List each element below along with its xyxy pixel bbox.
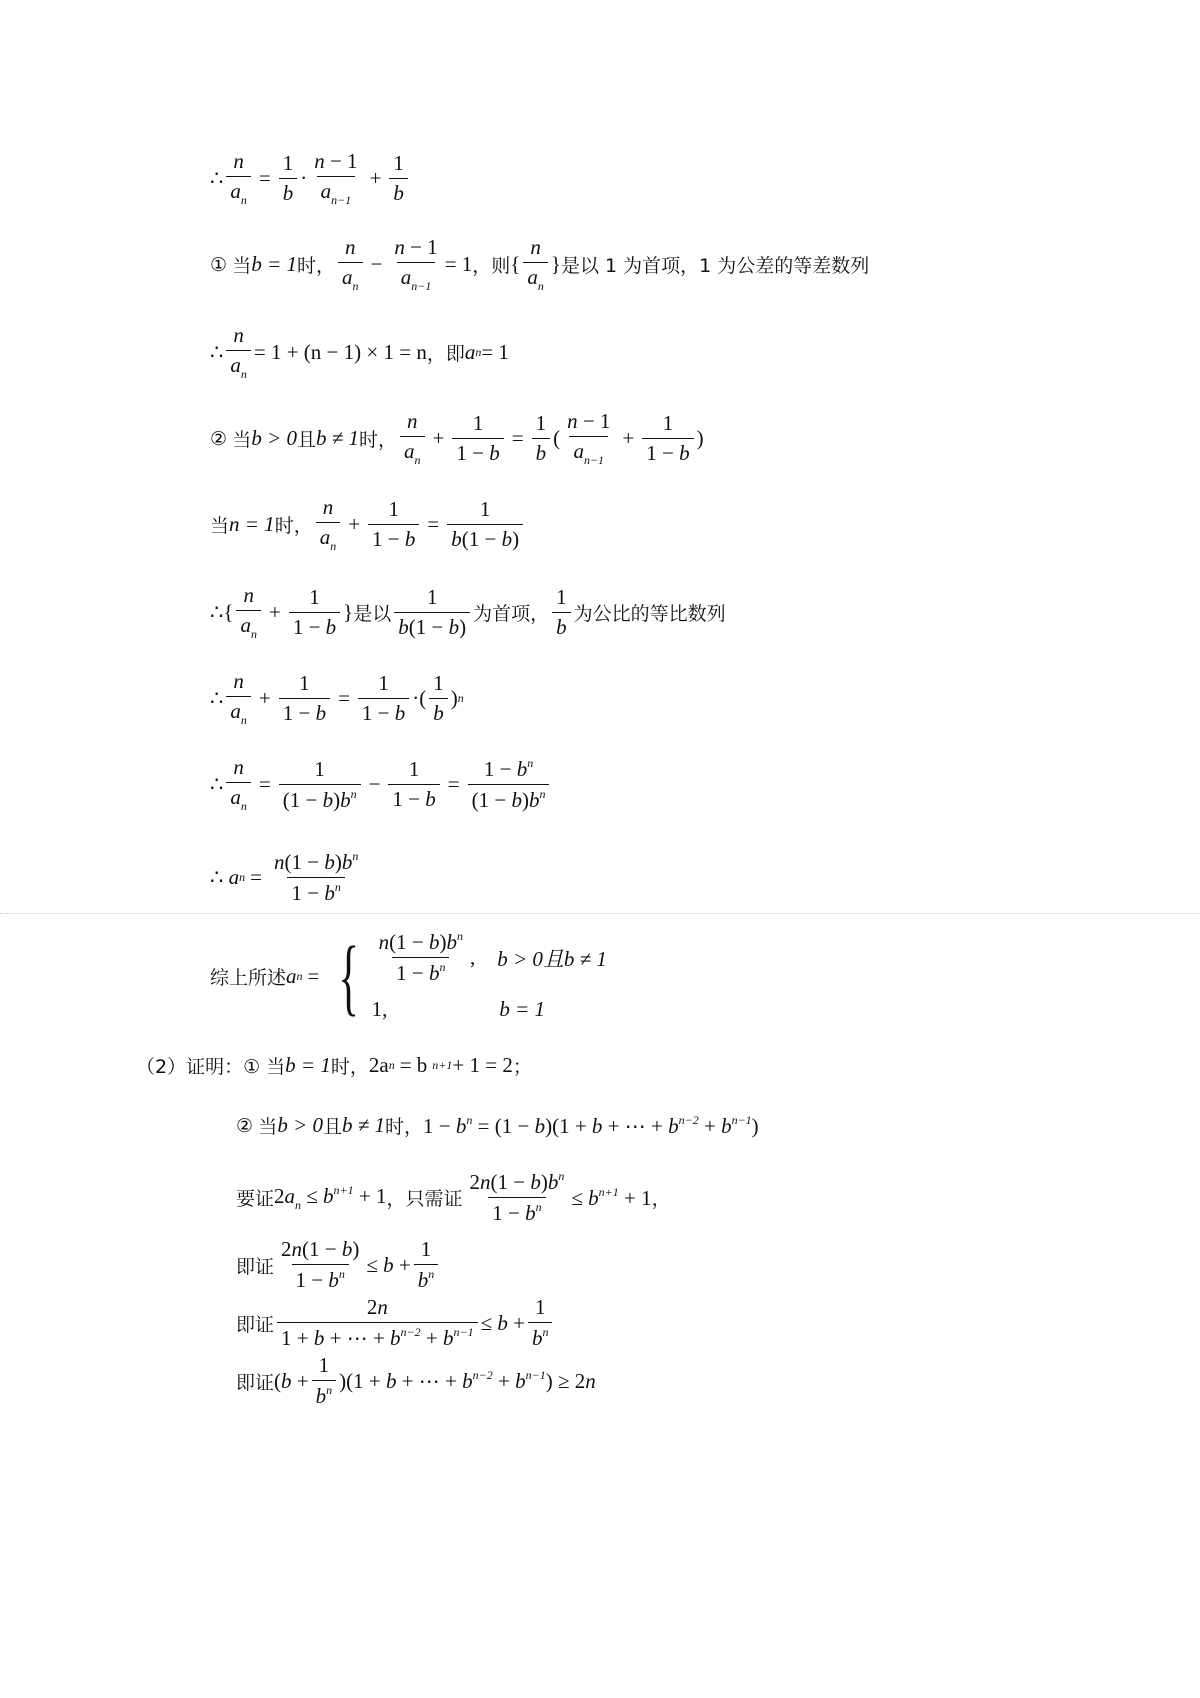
line-4: ② 当 b > 0 且 b ≠ 1 时， $\frac{n}{a_n}$ + $\frac{1}{1 - b}$ = $\frac{1}{b}$ ( $\frac{n - 1}{a_{n-1}}$ + $\frac{1}{1 - b}$ ): [210, 409, 704, 468]
line-6: ∴ { $\frac{n}{a_n}$ + $\frac{1}{1 - b}$ } 是以 $\frac{1}{b(1 - b)}$ 为首项， $\frac{1}{b}$ 为公比的等比数列: [210, 583, 726, 642]
fraction: $\frac{1}{b}$: [389, 152, 408, 205]
line-16: 即证 (b + $\frac{1}{b^n}$ )(1 + b + ⋯ + $b^{n-2} + b^{n-1}) \ge 2n$: [236, 1353, 596, 1409]
line-2: ① 当 b = 1 时， $\frac{n}{a_n}$ − $\frac{n - 1}{a_{n-1}}$ = 1 ，则 { $\frac{n}{a_n}$ } 是以 1 为首项，1 为公差的等差数列: [210, 235, 870, 294]
line-7: ∴ $\frac{n}{a_n}$ + $\frac{1}{1 - b}$ = $\frac{1}{1 - b}$ · ( $\frac{1}{b}$ ) n: [210, 669, 464, 728]
line-5: 当 n = 1 时， $\frac{n}{a_n}$ + $\frac{1}{1 - b}$ = $\frac{1}{b(1 - b)}$: [210, 496, 526, 553]
line-12: ② 当 b > 0 且 b ≠ 1 时， $1 - b^n = (1 - b)(1 + b$ + ⋯ + $b^{n-2} + b^{n-1}$): [236, 1112, 759, 1138]
fraction: $\frac{n}{a_n}$: [226, 150, 251, 207]
line-9: ∴ a n = $\frac{n(1 - b)b^n}{1 - b^n}$: [210, 849, 359, 906]
line-13: 要证 $2a_n \le b^{n+1} + 1$ ，只需证 $\frac{2n(1 - b)b^n}{1 - b^n}$ ≤ $b^{n+1} + 1$ ，: [236, 1169, 671, 1226]
line-3: ∴ $\frac{n}{a_n}$ = 1 + (n − 1) × 1 = n ，即 a n = 1: [210, 323, 509, 382]
line-1: ∴ $\frac{n}{a_n}$ = $\frac{1}{b}$ · $\frac{n - 1}{a_{n-1}}$ + $\frac{1}{b}$: [210, 150, 411, 207]
line-part2-head: （2）证明：① 当 b = 1 时， 2a n = b n+1 + 1 = 2 ；: [136, 1053, 532, 1078]
line-15: 即证 $\frac{2n}{1 + b + \cdots + b^{n-2} + b^{n-1}}$ ≤ b + $\frac{1}{b^n}$: [236, 1296, 555, 1350]
therefore-symbol: ∴: [210, 166, 224, 191]
line-8: ∴ $\frac{n}{a_n}$ = $\frac{1}{(1 - b)b^n}$ − $\frac{1}{1 - b}$ = $\frac{1 - b^n}{(1 - b)b^n}$: [210, 756, 552, 813]
line-14: 即证 $\frac{2n(1 - b)}{1 - b^n}$ ≤ b + $\frac{1}{b^n}$: [236, 1238, 441, 1292]
fraction: $\frac{1}{b}$: [279, 152, 298, 205]
page-divider: [0, 913, 1200, 914]
line-10-summary: 综上所述 a n = { $\frac{n(1 - b)b^n}{1 - b^n}$ , b > 0且b ≠ 1 1, b = 1: [210, 928, 607, 1025]
fraction: $\frac{n - 1}{a_{n-1}}$: [314, 149, 358, 208]
